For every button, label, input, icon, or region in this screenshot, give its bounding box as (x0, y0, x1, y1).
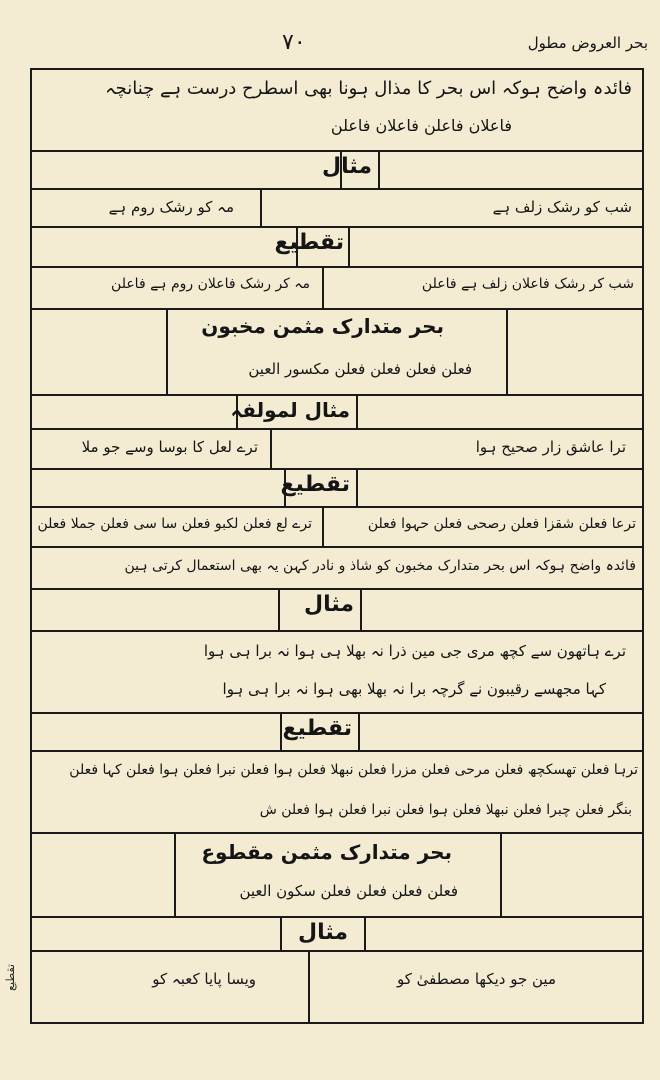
row-divider (32, 916, 642, 918)
row-divider (32, 428, 642, 430)
verse-line-1: ترے ہاتھون سے کچھ مری جی مین ذرا نہ بھلا ہی ہوا نہ برا ہی ہوا (203, 642, 626, 660)
cell-divider (356, 468, 358, 508)
row-divider (32, 188, 642, 190)
row-divider (32, 226, 642, 228)
row-divider (32, 588, 642, 590)
text-frame (30, 68, 644, 1024)
cell-divider (506, 308, 508, 396)
misal-heading-3: مثال (304, 592, 354, 617)
taqti-heading-3: تقطیع (282, 716, 352, 741)
cell-divider (348, 226, 350, 268)
taqti-1-right: شب کر رشک فاعلان زلف ہے فاعلن (421, 276, 634, 292)
cell-divider (500, 832, 502, 918)
faida-note-1: فائدہ واضح ہوکہ اس بحر کا مذال ہونا بھی اسطرح درست ہے چنانچہ (105, 78, 632, 99)
faida-meter-1: فاعلان فاعلن فاعلان فاعلن (330, 116, 512, 135)
misal-heading-4: مثال (298, 920, 348, 945)
misal-heading-1: مثال (322, 154, 372, 179)
row-divider (32, 630, 642, 632)
cell-divider (322, 266, 324, 310)
row-divider (32, 308, 642, 310)
misal-2-left: ترے لعل کا بوسا وسے جو ملا (81, 438, 258, 456)
cell-divider (166, 308, 168, 396)
row-divider (32, 150, 642, 152)
row-divider (32, 266, 642, 268)
bahr-1-meter: فعلن فعلن فعلن فعلن مکسور العین (248, 360, 472, 378)
taqti-heading-2: تقطیع (280, 472, 350, 497)
cell-divider (358, 712, 360, 752)
misal-heading-2: مثال لمولفہ (230, 398, 350, 422)
cell-divider (270, 428, 272, 470)
row-divider (32, 832, 642, 834)
row-divider (32, 546, 642, 548)
row-divider (32, 750, 642, 752)
verse-line-2: کہا مجھسے رقیبون نے گرچہ برا نہ بھلا بھی ہوا نہ برا ہی ہوا (222, 680, 606, 698)
misal-1-left: مہ کو رشک روم ہے (108, 198, 234, 216)
bahr-1-title: بحر متدارک مثمن مخبون (201, 314, 444, 338)
taqti-3-line-1: ترہا فعلن تھسکچھ فعلن مرحی فعلن مزرا فعلن نبھلا فعلن ہوا فعلن نبرا فعلن ہوا فعلن کہا فعلن (69, 762, 638, 778)
cell-divider (278, 588, 280, 632)
taqti-1-left: مہ کر رشک فاعلان روم ہے فاعلن (111, 276, 310, 292)
misal-1-right: شب کو رشک زلف ہے (492, 198, 632, 216)
taqti-2-left: ترے لع فعلن لکبو فعلن سا سی فعلن جملا فعلن (37, 516, 312, 532)
misal-4-right: مین جو دیکھا مصطفیٰ کو (396, 970, 556, 988)
page-header (20, 30, 648, 66)
row-divider (32, 394, 642, 396)
misal-2-right: ترا عاشق زار صحیح ہوا (475, 438, 626, 456)
cell-divider (378, 150, 380, 190)
row-divider (32, 950, 642, 952)
cell-divider (260, 188, 262, 228)
cell-divider (322, 506, 324, 548)
row-divider (32, 506, 642, 508)
bahr-2-meter: فعلن فعلن فعلن فعلن سکون العین (239, 882, 458, 900)
cell-divider (356, 394, 358, 430)
page-number: ۷۰ (282, 30, 306, 55)
misal-4-left: ویسا پایا کعبہ کو (152, 970, 256, 988)
taqti-2-right: ترعا فعلن شقزا فعلن رصحی فعلن حہوا فعلن (367, 516, 636, 532)
cell-divider (174, 832, 176, 918)
faida-note-2: فائدہ واضح ہوکہ اس بحر متدارک مخبون کو شاذ و نادر کہن یہ بھی استعمال کرتی ہین (124, 558, 636, 574)
taqti-heading-1: تقطیع (274, 230, 344, 255)
taqti-3-line-2: بنگر فعلن چبرا فعلن نبھلا فعلن ہوا فعلن نبرا فعلن ہوا فعلن ش (259, 802, 632, 818)
cell-divider (360, 588, 362, 632)
row-divider (32, 712, 642, 714)
bahr-2-title: بحر متدارک مثمن مقطوع (201, 840, 452, 864)
cell-divider (308, 950, 310, 1022)
cell-divider (364, 916, 366, 952)
cell-divider (280, 916, 282, 952)
running-title: بحر العروض مطول (527, 34, 648, 52)
row-divider (32, 468, 642, 470)
margin-catchword: تقطیع (4, 964, 17, 991)
